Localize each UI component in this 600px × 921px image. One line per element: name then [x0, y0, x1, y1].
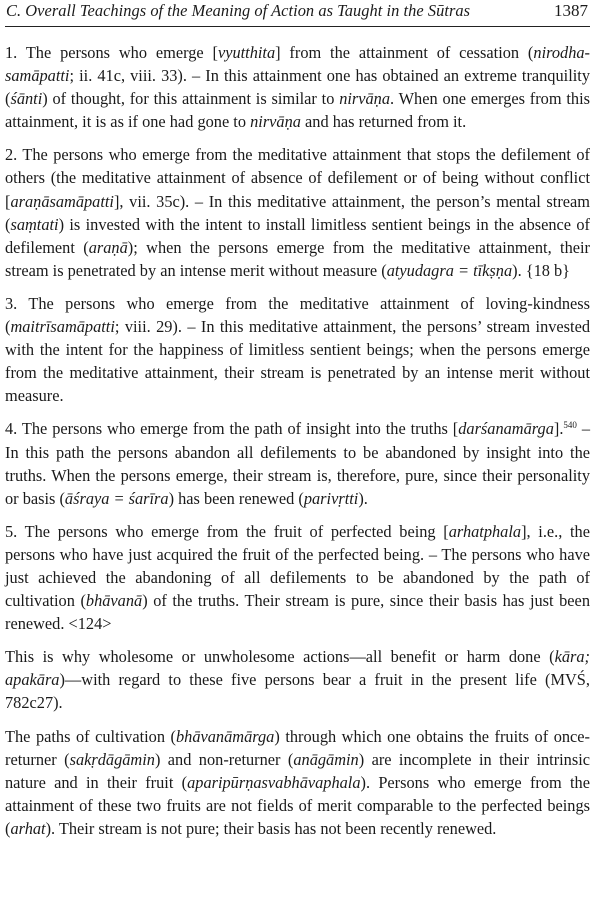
text-run: ). {18 b}	[512, 260, 571, 280]
paragraph-7	[5, 725, 590, 840]
text-run: – In this path the persons abandon all defilements to be abandoned by insight into the truths. When the persons emerge, their stream is, therefore, pure, since their personality or basis (	[5, 419, 590, 508]
text-run: ) and non-returner (	[154, 749, 294, 769]
text-run: 4. The persons who emerge from the path of insight into the truths [	[5, 419, 459, 439]
italic-term: anāgāmin	[293, 749, 359, 769]
italic-term: arhatphala	[448, 521, 522, 541]
text-run: ] from the attainment of cessation (	[275, 43, 534, 62]
italic-term: araṇā	[88, 237, 128, 257]
footnote-ref: 540	[563, 420, 577, 431]
text-run: This is why wholesome or unwholesome actions—all benefit or harm done (	[5, 647, 555, 667]
text-run: ].	[553, 419, 564, 439]
text-run: ) is invested with the intent to install limitless sentient beings in the absence of defilement (	[5, 214, 590, 257]
italic-term: śānti	[10, 89, 43, 109]
text-run: 3. The persons who emerge from the meditative attainment of loving-kindness (	[5, 293, 590, 337]
paragraph-1	[5, 41, 590, 133]
paragraph-2	[5, 143, 590, 282]
text-run: 2. The persons who emerge from the meditative attainment that stops the defilement of others (the meditative attainment of absence of defilement or of being without conflict [	[5, 145, 590, 211]
text-run: ).	[358, 488, 368, 508]
italic-term: nirvāṇa	[339, 89, 391, 109]
paragraph-3	[5, 292, 590, 407]
text-run: . When one emerges from this attainment, it is as if one had gone to	[5, 89, 590, 132]
text-run: ). Their stream is not pure; their basis has not been recently renewed.	[45, 818, 497, 838]
text-run: ; viii. 29). – In this meditative attainment, the persons’ stream invested with the intent for the happiness of limitless sentient beings; when the persons emerge from the meditative attainment, their stream is penetrated by an intense merit without measure.	[5, 317, 590, 406]
italic-term: āśraya = śarīra	[64, 488, 169, 508]
chapter-title: C. Overall Teachings of the Meaning of Action as Taught in the Sūtras	[6, 1, 471, 20]
italic-term: atyudagra = tīkṣṇa	[386, 260, 513, 280]
italic-term: bhāvanā	[85, 591, 143, 611]
page-number: 1387	[554, 1, 588, 20]
running-header	[5, 0, 590, 27]
text-run: ) through which one obtains the fruits of once-returner (	[5, 726, 590, 769]
text-run: 1. The persons who emerge [	[5, 43, 218, 62]
text-run: and has returned from it.	[300, 112, 467, 132]
italic-term: kāra; apakāra	[5, 647, 590, 690]
paragraph-4	[5, 417, 590, 509]
paragraph-5	[5, 520, 590, 635]
italic-term: vyutthita	[217, 43, 276, 62]
text-run: ], i.e., the persons who have just acquired the fruit of the perfected being. – The persons who have just achieved the abandoning of all defilements to be abandoned by the path of cultivation (	[5, 521, 590, 611]
italic-term: nirvāṇa	[250, 112, 301, 132]
text-run: ], vii. 35c). – In this meditative attainment, the person’s mental stream (	[5, 191, 590, 234]
italic-term: parivṛtti	[303, 488, 359, 508]
italic-term: araṇāsamāpatti	[10, 191, 114, 211]
text-run: ) has been renewed (	[168, 488, 304, 508]
text-run: )—with regard to these five persons bear a fruit in the present life (MVŚ, 782c27).	[5, 670, 590, 713]
italic-term: sakṛdāgāmin	[69, 749, 155, 769]
text-run: The paths of cultivation (	[5, 726, 176, 746]
paragraph-6	[5, 645, 590, 714]
italic-term: bhāvanāmārga	[175, 726, 275, 746]
italic-term: aparipūrṇasvabhāvaphala	[187, 772, 361, 792]
italic-term: maitrīsamāpatti	[10, 317, 115, 337]
text-run: ) are incomplete in their intrinsic nature and in their fruit (	[5, 749, 591, 792]
italic-term: saṃtati	[10, 214, 59, 234]
text-run: ). Persons who emerge from the attainment of these two fruits are not fields of merit comparable to the perfected beings (	[5, 772, 590, 838]
text-run: 5. The persons who emerge from the fruit of perfected being [	[5, 521, 449, 541]
text-run: ); when the persons emerge from the meditative attainment, their stream is penetrated by an intense merit without measure (	[5, 237, 590, 280]
italic-term: darśanamārga	[458, 419, 554, 439]
text-run: ) of thought, for this attainment is similar to	[42, 89, 340, 109]
page-body	[5, 41, 590, 840]
text-run: ) of the truths. Their stream is pure, since their basis has just been renewed. <124>	[5, 591, 590, 634]
italic-term: nirodha-samāpatti	[5, 43, 590, 86]
italic-term: arhat	[10, 818, 46, 838]
text-run: ; ii. 41c, viii. 33). – In this attainment one has obtained an extreme tranquility (	[5, 66, 590, 109]
